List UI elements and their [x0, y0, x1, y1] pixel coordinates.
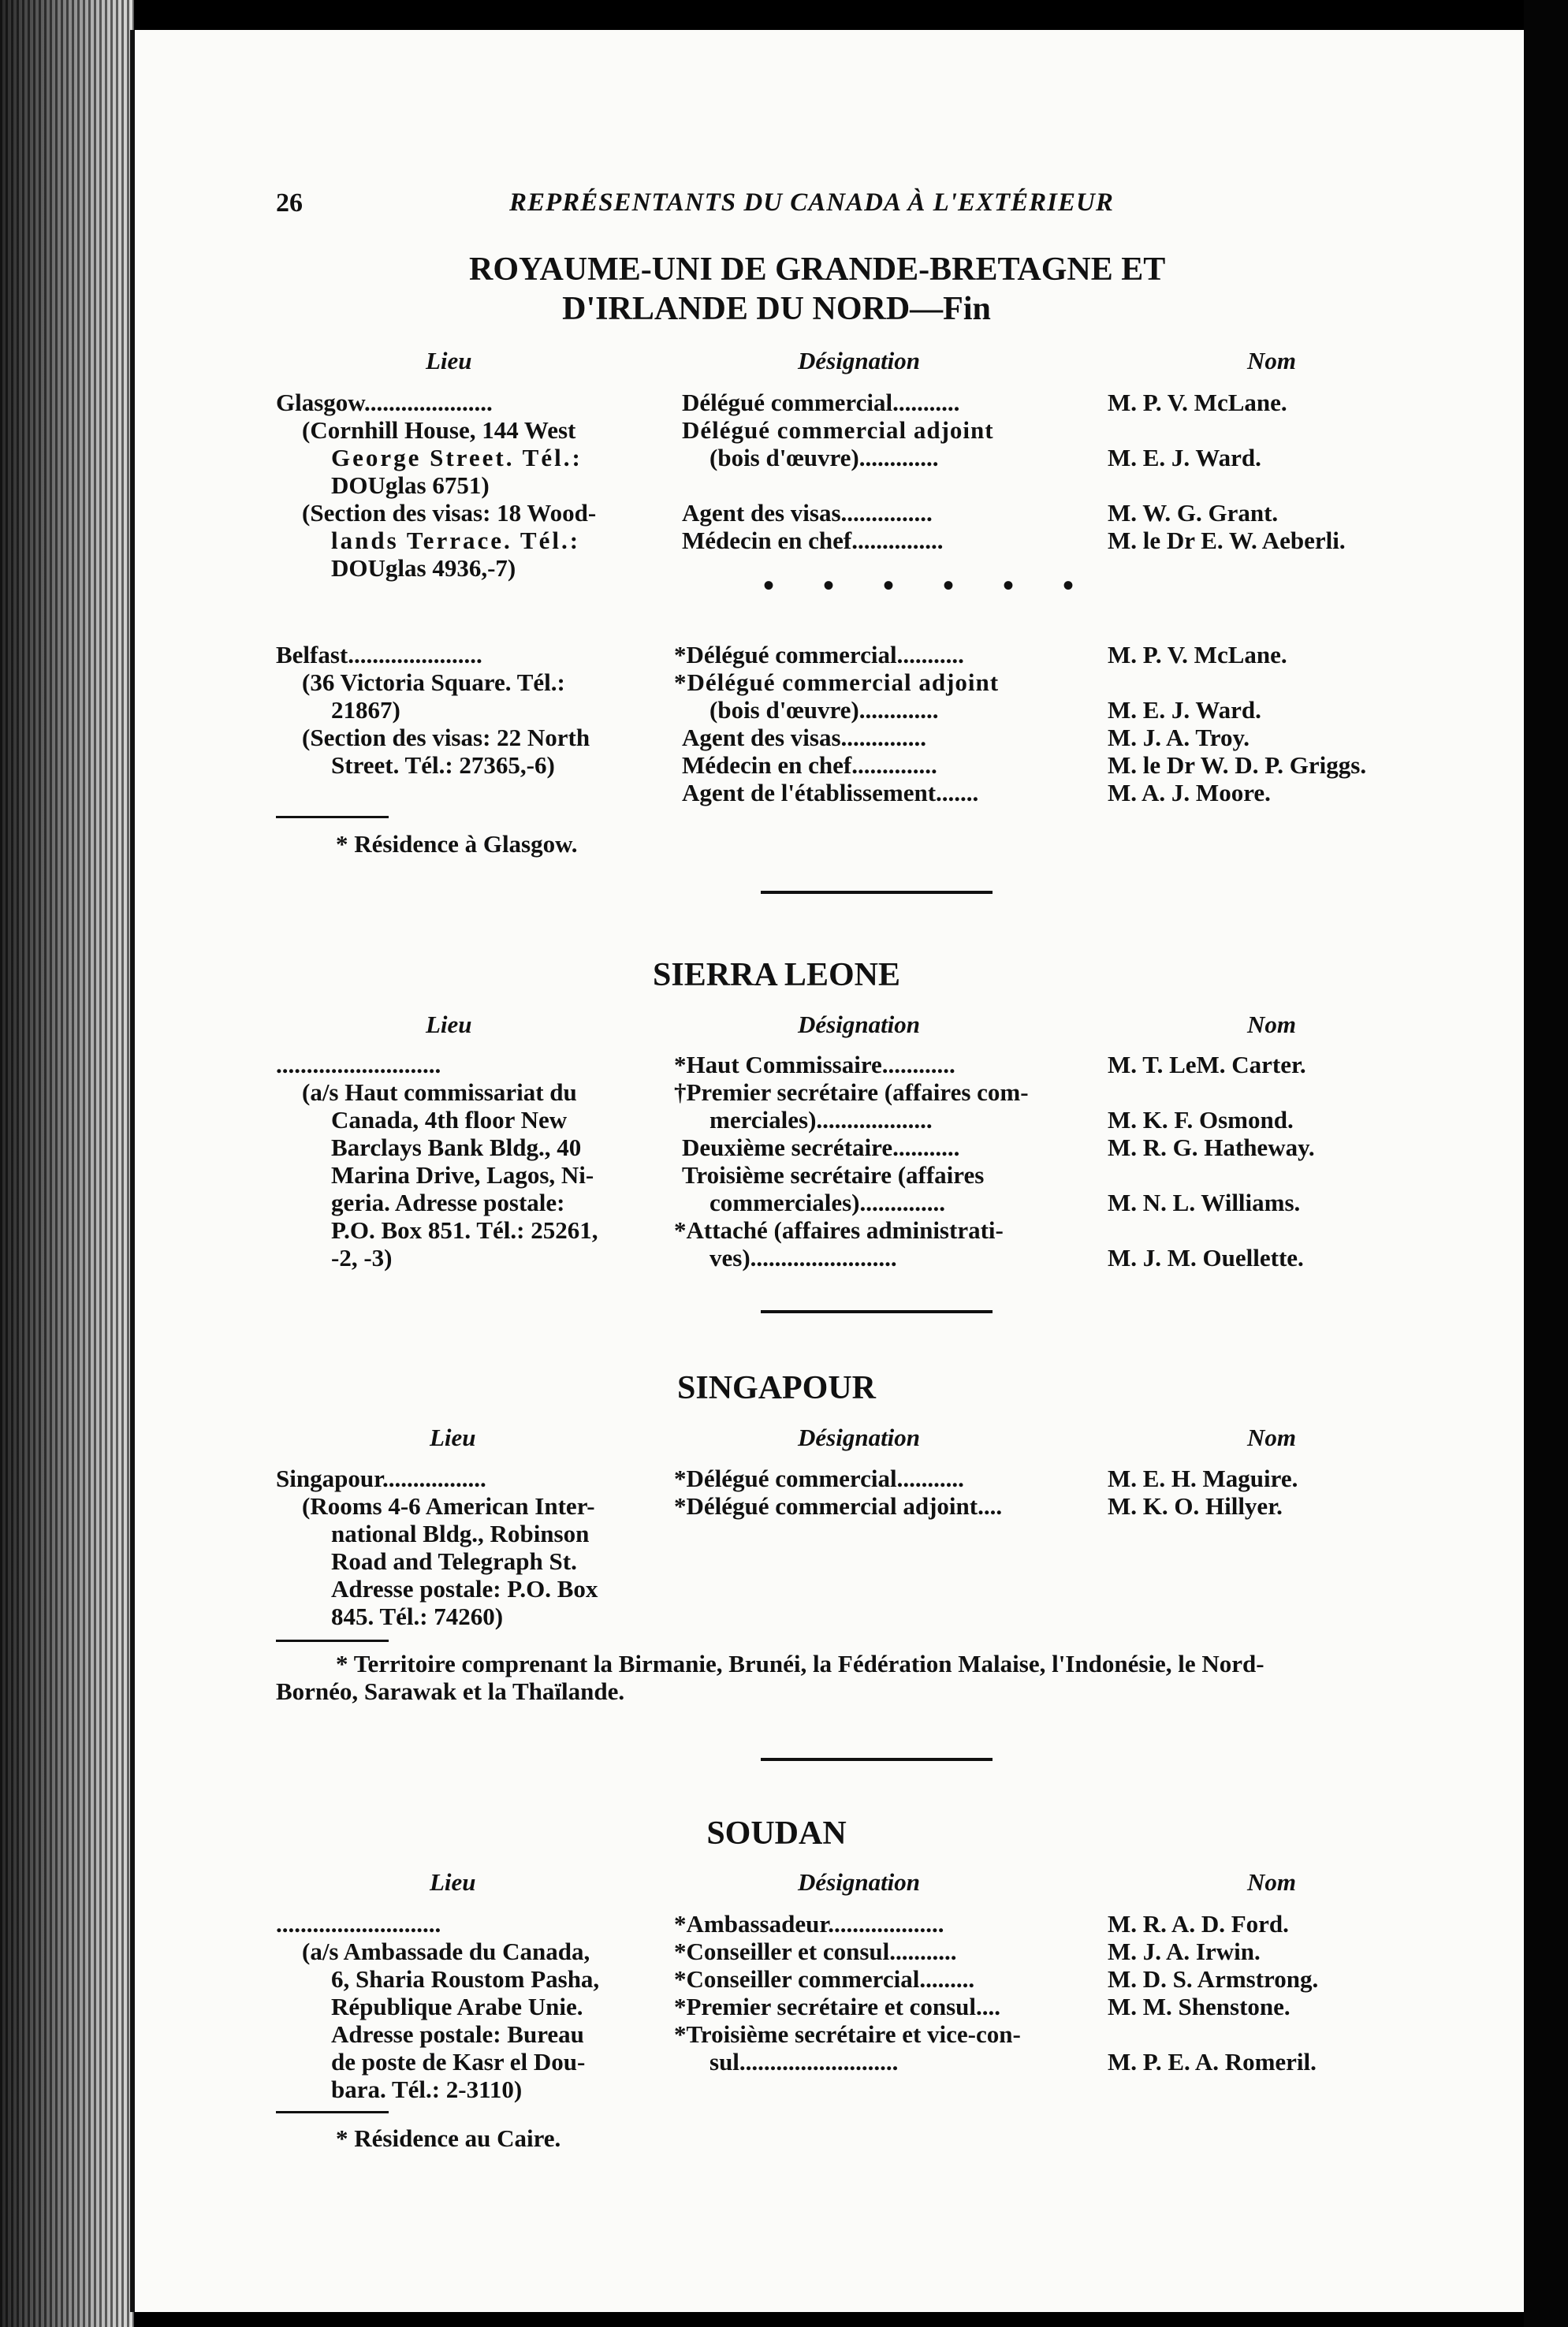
scan-gutter-line: [130, 30, 135, 2312]
belfast-designation-line: (bois d'œuvre).............: [710, 696, 939, 724]
belfast-nom-line: M. E. J. Ward.: [1108, 696, 1261, 724]
glasgow-nom-line: M. P. V. McLane.: [1108, 389, 1287, 416]
section-divider: [761, 1310, 993, 1313]
soudan-lieu-line: République Arabe Unie.: [331, 1993, 583, 2020]
col-nom: Nom: [1247, 1868, 1296, 1896]
glasgow-lieu-line: George Street. Tél.:: [331, 444, 583, 471]
belfast-designation-line: Agent des visas..............: [682, 724, 927, 751]
belfast-nom-line: M. J. A. Troy.: [1108, 724, 1250, 751]
soudan-footnote: * Résidence au Caire.: [336, 2124, 561, 2152]
soudan-designation-line: *Ambassadeur...................: [674, 1910, 944, 1938]
singapour-lieu-line: Adresse postale: P.O. Box: [331, 1575, 598, 1603]
sierra-designation-line: ves)........................: [710, 1244, 897, 1271]
page-content: [276, 0, 1458, 2286]
col-lieu: Lieu: [430, 1868, 476, 1896]
glasgow-lieu-line: lands Terrace. Tél.:: [331, 527, 581, 554]
sierra-designation-line: Troisième secrétaire (affaires: [682, 1161, 985, 1189]
soudan-designation-line: *Troisième secrétaire et vice-con-: [674, 2020, 1021, 2048]
col-lieu: Lieu: [426, 1011, 472, 1038]
sierra-lieu-line: ...........................: [276, 1051, 441, 1078]
soudan-nom-line: M. D. S. Armstrong.: [1108, 1965, 1319, 1993]
sierra-lieu-line: Canada, 4th floor New: [331, 1106, 568, 1134]
soudan-lieu-line: Adresse postale: Bureau: [331, 2020, 584, 2048]
sierra-lieu-line: Barclays Bank Bldg., 40: [331, 1134, 582, 1161]
belfast-lieu-line: (36 Victoria Square. Tél.:: [302, 668, 565, 696]
belfast-nom-line: M. A. J. Moore.: [1108, 779, 1271, 806]
soudan-lieu-line: 6, Sharia Roustom Pasha,: [331, 1965, 600, 1993]
col-nom: Nom: [1247, 347, 1296, 374]
col-nom: Nom: [1247, 1011, 1296, 1038]
belfast-lieu-line: Street. Tél.: 27365,-6): [331, 751, 555, 779]
section-divider: [761, 1758, 993, 1761]
soudan-designation-line: *Conseiller commercial.........: [674, 1965, 975, 1993]
singapour-lieu-line: national Bldg., Robinson: [331, 1520, 590, 1547]
sierra-nom-line: M. J. M. Ouellette.: [1108, 1244, 1304, 1271]
belfast-designation-line: Agent de l'établissement.......: [682, 779, 979, 806]
soudan-lieu-line: de poste de Kasr el Dou-: [331, 2048, 586, 2076]
sierra-designation-line: *Haut Commissaire............: [674, 1051, 955, 1078]
footnote-rule: [276, 1640, 389, 1642]
sierra-lieu-line: P.O. Box 851. Tél.: 25261,: [331, 1216, 598, 1244]
glasgow-lieu-line: (Section des visas: 18 Wood-: [302, 499, 597, 527]
sierra-designation-line: †Premier secrétaire (affaires com-: [674, 1078, 1029, 1106]
page-number: 26: [276, 188, 303, 218]
singapour-lieu-line: Singapour.................: [276, 1465, 486, 1492]
uk-title-line2: D'IRLANDE DU NORD—Fin: [562, 291, 991, 327]
singapour-footnote-line1: * Territoire comprenant la Birmanie, Brunéi, la Fédération Malaise, l'Indonésie, le Nord-: [336, 1650, 1264, 1677]
col-designation: Désignation: [798, 1011, 921, 1038]
soudan-title: SOUDAN: [706, 1815, 847, 1852]
singapour-nom-line: M. K. O. Hillyer.: [1108, 1492, 1283, 1520]
singapour-lieu-line: (Rooms 4-6 American Inter-: [302, 1492, 595, 1520]
sierra-designation-line: commerciales)..............: [710, 1189, 945, 1216]
soudan-nom-line: M. J. A. Irwin.: [1108, 1938, 1261, 1965]
singapour-title: SINGAPOUR: [676, 1370, 877, 1406]
sierra-nom-line: M. R. G. Hatheway.: [1108, 1134, 1315, 1161]
sierra-title: SIERRA LEONE: [653, 957, 900, 993]
soudan-lieu-line: bara. Tél.: 2-3110): [331, 2076, 523, 2103]
scan-left-edge: [0, 0, 134, 2327]
ornament-separator: • • • • • •: [763, 568, 1095, 603]
sierra-lieu-line: geria. Adresse postale:: [331, 1189, 565, 1216]
soudan-lieu-line: ...........................: [276, 1910, 441, 1938]
glasgow-designation-line: Délégué commercial adjoint: [682, 416, 994, 444]
glasgow-designation-line: Délégué commercial...........: [682, 389, 960, 416]
belfast-nom-line: M. le Dr W. D. P. Griggs.: [1108, 751, 1367, 779]
glasgow-lieu-line: DOUglas 4936,-7): [331, 554, 516, 582]
sierra-designation-line: Deuxième secrétaire...........: [682, 1134, 960, 1161]
soudan-nom-line: M. R. A. D. Ford.: [1108, 1910, 1289, 1938]
singapour-nom-line: M. E. H. Maguire.: [1108, 1465, 1298, 1492]
singapour-lieu-line: Road and Telegraph St.: [331, 1547, 577, 1575]
footnote-rule: [276, 2111, 389, 2113]
running-title: REPRÉSENTANTS DU CANADA À L'EXTÉRIEUR: [509, 188, 1114, 217]
col-lieu: Lieu: [430, 1424, 476, 1451]
scan-right-edge: [1524, 0, 1568, 2327]
soudan-lieu-line: (a/s Ambassade du Canada,: [302, 1938, 590, 1965]
glasgow-lieu-line: DOUglas 6751): [331, 471, 490, 499]
col-lieu: Lieu: [426, 347, 472, 374]
belfast-lieu-line: (Section des visas: 22 North: [302, 724, 590, 751]
sierra-lieu-line: -2, -3): [331, 1244, 393, 1271]
belfast-designation-line: *Délégué commercial adjoint: [674, 668, 1000, 696]
sierra-nom-line: M. K. F. Osmond.: [1108, 1106, 1294, 1134]
glasgow-nom-line: M. W. G. Grant.: [1108, 499, 1279, 527]
singapour-designation-line: *Délégué commercial adjoint....: [674, 1492, 1003, 1520]
footnote-rule: [276, 816, 389, 818]
sierra-lieu-line: (a/s Haut commissariat du: [302, 1078, 577, 1106]
singapour-designation-line: *Délégué commercial...........: [674, 1465, 964, 1492]
soudan-nom-line: M. M. Shenstone.: [1108, 1993, 1291, 2020]
sierra-designation-line: *Attaché (affaires administrati-: [674, 1216, 1004, 1244]
soudan-designation-line: sul..........................: [710, 2048, 899, 2076]
glasgow-nom-line: M. E. J. Ward.: [1108, 444, 1261, 471]
belfast-lieu-line: Belfast......................: [276, 641, 482, 668]
col-designation: Désignation: [798, 1424, 921, 1451]
uk-footnote: * Résidence à Glasgow.: [336, 830, 578, 858]
belfast-designation-line: *Délégué commercial...........: [674, 641, 964, 668]
sierra-nom-line: M. T. LeM. Carter.: [1108, 1051, 1306, 1078]
col-nom: Nom: [1247, 1424, 1296, 1451]
glasgow-designation-line: Médecin en chef...............: [682, 527, 944, 554]
belfast-designation-line: Médecin en chef..............: [682, 751, 937, 779]
glasgow-lieu-line: (Cornhill House, 144 West: [302, 416, 576, 444]
singapour-footnote-line2: Bornéo, Sarawak et la Thaïlande.: [276, 1677, 625, 1705]
glasgow-nom-line: M. le Dr E. W. Aeberli.: [1108, 527, 1346, 554]
sierra-designation-line: merciales)...................: [710, 1106, 933, 1134]
glasgow-designation-line: Agent des visas...............: [682, 499, 933, 527]
belfast-nom-line: M. P. V. McLane.: [1108, 641, 1287, 668]
glasgow-lieu-line: Glasgow.....................: [276, 389, 493, 416]
glasgow-designation-line: (bois d'œuvre).............: [710, 444, 939, 471]
col-designation: Désignation: [798, 347, 921, 374]
soudan-designation-line: *Conseiller et consul...........: [674, 1938, 957, 1965]
sierra-nom-line: M. N. L. Williams.: [1108, 1189, 1301, 1216]
soudan-designation-line: *Premier secrétaire et consul....: [674, 1993, 1001, 2020]
soudan-nom-line: M. P. E. A. Romeril.: [1108, 2048, 1317, 2076]
section-divider: [761, 891, 993, 894]
col-designation: Désignation: [798, 1868, 921, 1896]
belfast-lieu-line: 21867): [331, 696, 400, 724]
singapour-lieu-line: 845. Tél.: 74260): [331, 1603, 504, 1630]
uk-title-line1: ROYAUME-UNI DE GRANDE-BRETAGNE ET: [469, 251, 1166, 288]
sierra-lieu-line: Marina Drive, Lagos, Ni-: [331, 1161, 594, 1189]
